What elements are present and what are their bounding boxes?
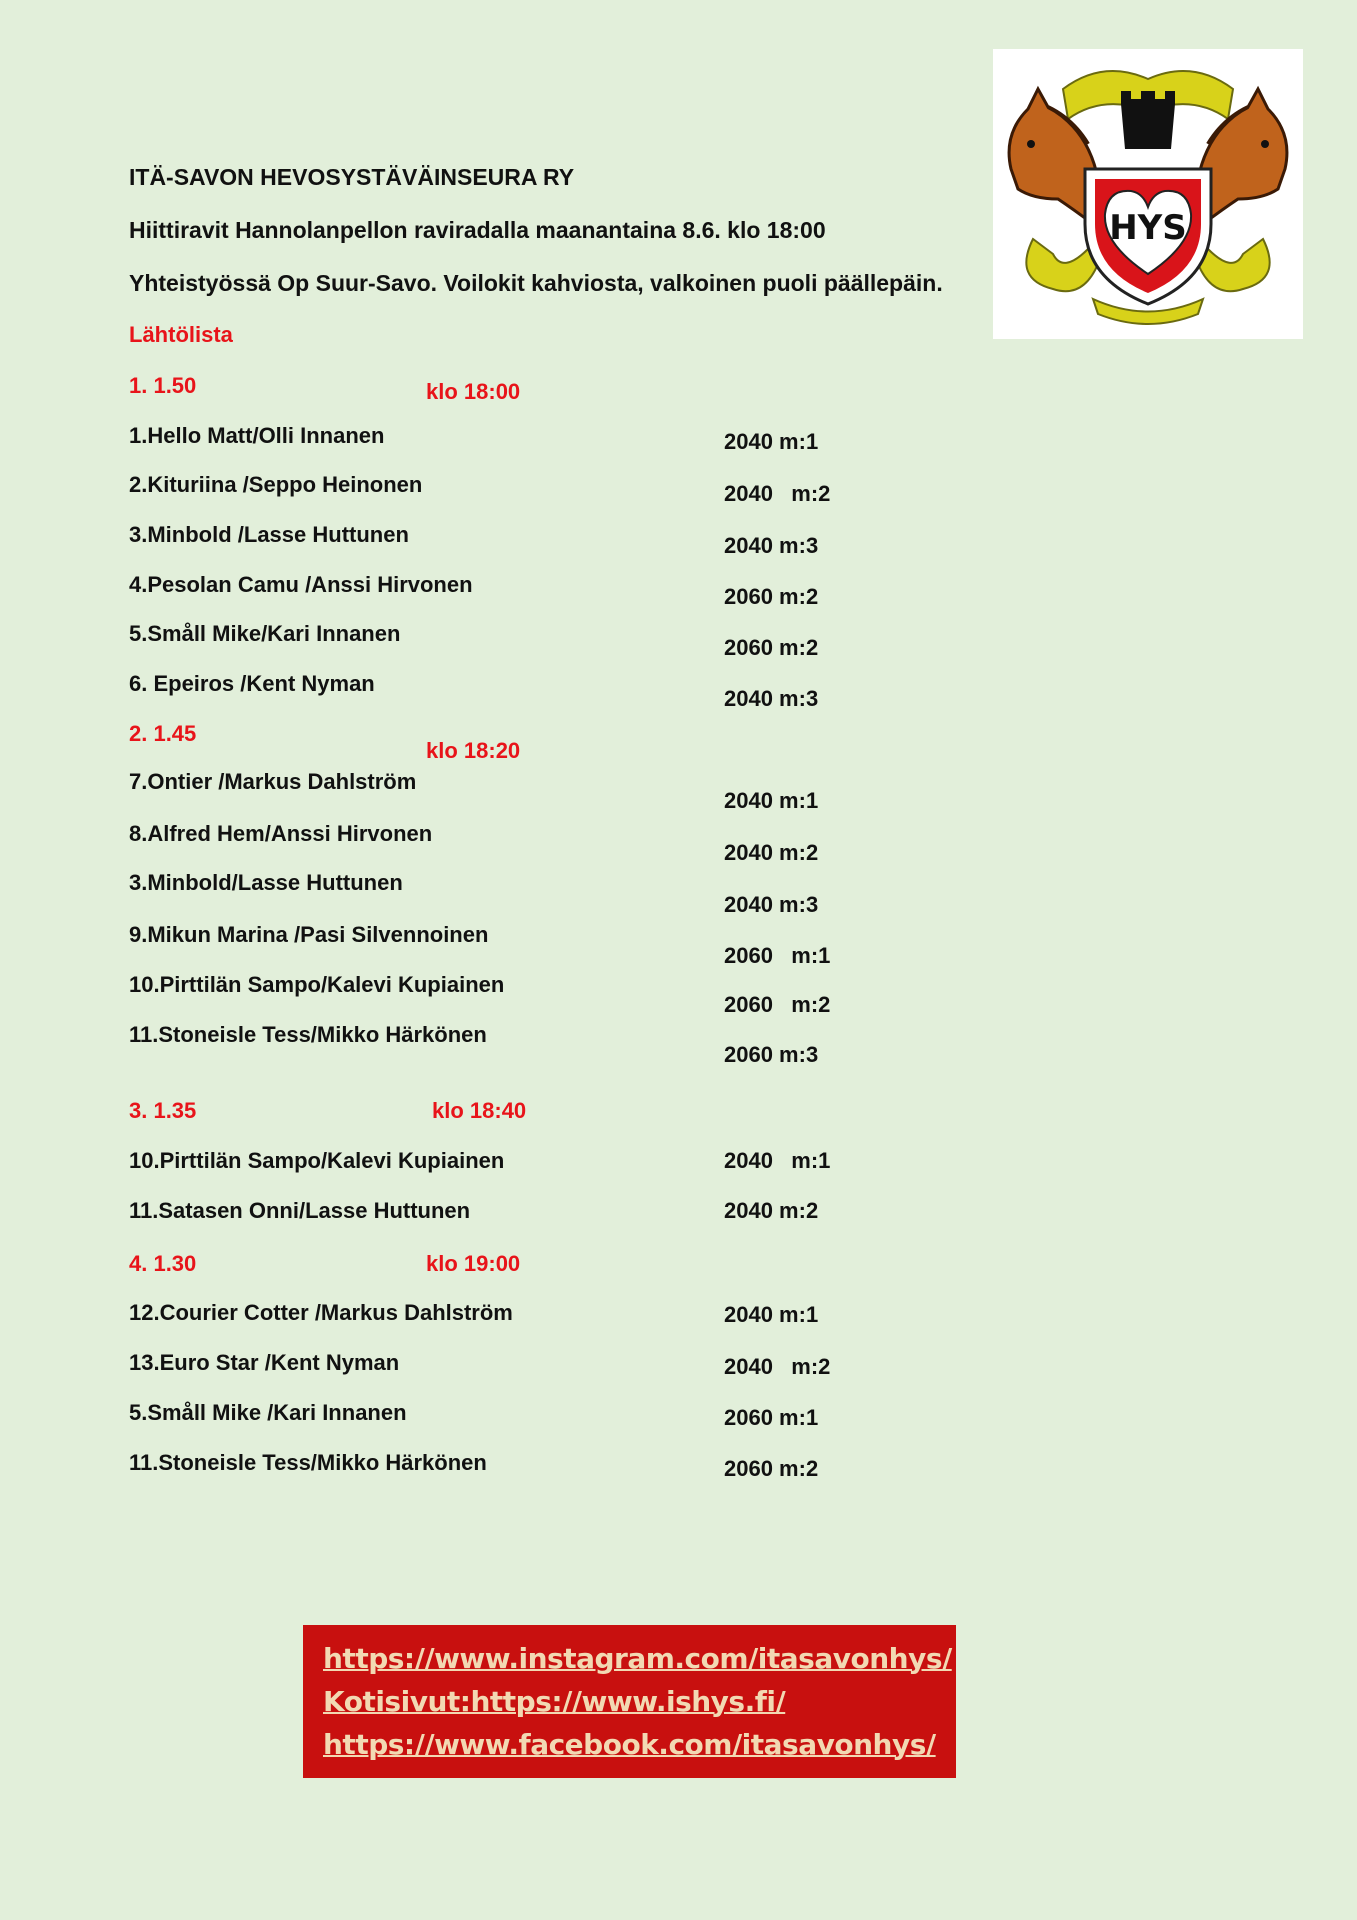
race-3-entry-1: 10.Pirttilän Sampo/Kalevi Kupiainen [129, 1148, 505, 1173]
race-4-entry-3-dist: 2060 m:1 [724, 1405, 819, 1430]
race-2-entry-4: 9.Mikun Marina /Pasi Silvennoinen [129, 922, 489, 947]
race-3-entry-2-dist: 2040 m:2 [724, 1198, 819, 1223]
race-2-time: klo 18:20 [426, 738, 521, 763]
sponsor-line: Yhteistyössä Op Suur-Savo. Voilokit kahviosta, valkoinen puoli päällepäin. [129, 270, 943, 296]
race-2-entry-4-dist: 2060 m:1 [724, 943, 831, 968]
race-1-entry-4: 4.Pesolan Camu /Anssi Hirvonen [129, 572, 473, 597]
race-2-entry-6-dist: 2060 m:3 [724, 1042, 819, 1067]
race-4-time: klo 19:00 [426, 1251, 521, 1276]
race-4-entry-1-dist: 2040 m:1 [724, 1302, 819, 1327]
org-name: ITÄ-SAVON HEVOSYSTÄVÄINSEURA RY [129, 164, 575, 190]
race-1-entry-2-dist: 2040 m:2 [724, 481, 831, 506]
race-3-time: klo 18:40 [432, 1098, 527, 1123]
race-2-entry-5: 10.Pirttilän Sampo/Kalevi Kupiainen [129, 972, 505, 997]
race-2-entry-1: 7.Ontier /Markus Dahlström [129, 769, 417, 794]
race-4-entry-4: 11.Stoneisle Tess/Mikko Härkönen [129, 1450, 487, 1475]
race-1-entry-6: 6. Epeiros /Kent Nyman [129, 671, 375, 696]
logo-text: HYS [1109, 208, 1187, 248]
horse-crest-icon [993, 49, 1303, 339]
race-2-entry-3: 3.Minbold/Lasse Huttunen [129, 870, 403, 895]
race-4-entry-2-dist: 2040 m:2 [724, 1354, 831, 1379]
race-1-entry-1-dist: 2040 m:1 [724, 429, 819, 454]
race-1-label: 1. 1.50 [129, 373, 197, 398]
homepage-link[interactable]: Kotisivut:https://www.ishys.fi/ [323, 1685, 786, 1718]
list-title: Lähtölista [129, 322, 233, 347]
race-3-entry-1-dist: 2040 m:1 [724, 1148, 831, 1173]
race-2-entry-6: 11.Stoneisle Tess/Mikko Härkönen [129, 1022, 487, 1047]
race-2-entry-5-dist: 2060 m:2 [724, 992, 831, 1017]
race-2-entry-1-dist: 2040 m:1 [724, 788, 819, 813]
race-2-entry-2: 8.Alfred Hem/Anssi Hirvonen [129, 821, 433, 846]
race-1-entry-3: 3.Minbold /Lasse Huttunen [129, 522, 409, 547]
race-1-entry-4-dist: 2060 m:2 [724, 584, 819, 609]
instagram-link[interactable]: https://www.instagram.com/itasavonhys/ [323, 1642, 952, 1675]
race-4-entry-1: 12.Courier Cotter /Markus Dahlström [129, 1300, 513, 1325]
social-links-box [303, 1625, 956, 1778]
club-logo [993, 49, 1303, 339]
event-line: Hiittiravit Hannolanpellon raviradalla maanantaina 8.6. klo 18:00 [129, 217, 826, 243]
race-2-entry-3-dist: 2040 m:3 [724, 892, 819, 917]
race-4-entry-3: 5.Småll Mike /Kari Innanen [129, 1400, 407, 1425]
race-1-entry-1: 1.Hello Matt/Olli Innanen [129, 423, 385, 448]
race-1-entry-2: 2.Kituriina /Seppo Heinonen [129, 472, 423, 497]
race-1-entry-5: 5.Småll Mike/Kari Innanen [129, 621, 401, 646]
facebook-link[interactable]: https://www.facebook.com/itasavonhys/ [323, 1728, 936, 1761]
race-1-entry-5-dist: 2060 m:2 [724, 635, 819, 660]
race-1-time: klo 18:00 [426, 379, 521, 404]
race-4-entry-4-dist: 2060 m:2 [724, 1456, 819, 1481]
race-2-label: 2. 1.45 [129, 721, 197, 746]
race-1-entry-6-dist: 2040 m:3 [724, 686, 819, 711]
race-1-entry-3-dist: 2040 m:3 [724, 533, 819, 558]
race-2-entry-2-dist: 2040 m:2 [724, 840, 819, 865]
race-3-label: 3. 1.35 [129, 1098, 197, 1123]
race-4-entry-2: 13.Euro Star /Kent Nyman [129, 1350, 400, 1375]
race-4-label: 4. 1.30 [129, 1251, 197, 1276]
race-3-entry-2: 11.Satasen Onni/Lasse Huttunen [129, 1198, 471, 1223]
